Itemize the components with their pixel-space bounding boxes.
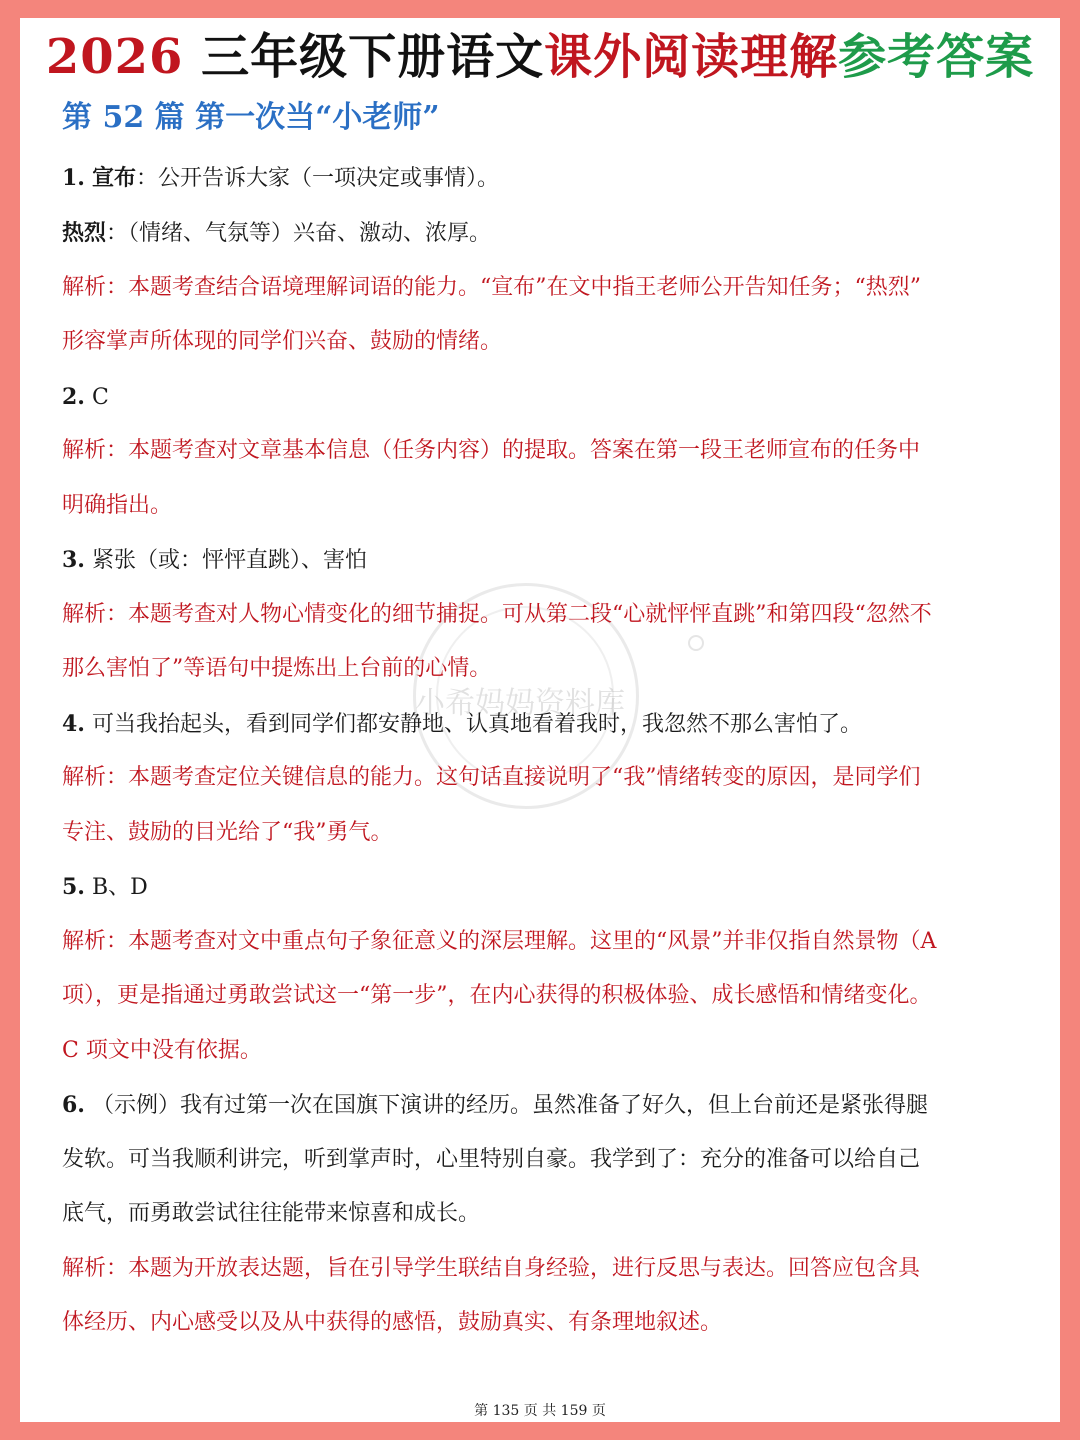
answer-2 xyxy=(62,382,1027,413)
watermark-dot xyxy=(688,635,704,651)
footer-suffix: 页 xyxy=(591,1403,606,1419)
analysis-2-line-1: 解析：本题考查对文章基本信息（任务内容）的提取。答案在第一段王老师宣布的任务中 xyxy=(62,438,921,463)
answer-number: 5. xyxy=(62,874,85,900)
answer-6-line-3: 底气，而勇敢尝试往往能带来惊喜和成长。 xyxy=(62,1201,481,1226)
page-title xyxy=(20,28,1060,86)
answer-number: 2. xyxy=(62,384,85,410)
analysis-4-line-1: 解析：本题考查定位关键信息的能力。这句话直接说明了“我”情绪转变的原因，是同学们 xyxy=(62,765,921,790)
answer-4 xyxy=(62,709,1027,740)
answer-number: 1. xyxy=(62,165,85,191)
answer-number: 6. xyxy=(62,1092,85,1118)
answer-1b xyxy=(62,218,1027,249)
title-year: 2026 xyxy=(45,29,184,85)
title-subject: 课外阅读理解 xyxy=(544,29,839,85)
answer-term: 热烈 xyxy=(62,220,107,246)
document-page xyxy=(20,18,1060,1422)
answer-text: （示例）我有过第一次在国旗下演讲的经历。虽然准备了好久，但上台前还是紧张得腿 xyxy=(91,1093,928,1118)
current-page: 135 xyxy=(492,1403,520,1419)
title-grade: 三年级下册语文 xyxy=(201,29,545,85)
answer-1 xyxy=(62,163,1027,194)
analysis-1-line-2: 形容掌声所体现的同学们兴奋、鼓励的情绪。 xyxy=(62,329,503,354)
answer-text: B、D xyxy=(91,875,148,900)
answer-number: 3. xyxy=(62,547,85,573)
article-heading: 第 52 篇 第一次当“小老师” xyxy=(62,100,440,135)
analysis-6-line-1: 解析：本题为开放表达题，旨在引导学生联结自身经验，进行反思与表达。回答应包含具 xyxy=(62,1256,921,1281)
answer-text: 可当我抬起头，看到同学们都安静地、认真地看着我时，我忽然不那么害怕了。 xyxy=(91,712,862,737)
analysis-5-line-2: 项），更是指通过勇敢尝试这一“第一步”，在内心获得的积极体验、成长感悟和情绪变化。 xyxy=(62,983,932,1008)
answer-6-line-2: 发软。可当我顺利讲完，听到掌声时，心里特别自豪。我学到了：充分的准备可以给自己 xyxy=(62,1147,921,1172)
answer-text: C xyxy=(91,385,109,410)
analysis-5-line-1: 解析：本题考查对文中重点句子象征意义的深层理解。这里的“风景”并非仅指自然景物（A xyxy=(62,929,937,954)
answer-text: 紧张（或：怦怦直跳）、害怕 xyxy=(91,548,367,573)
answer-5 xyxy=(62,872,1027,903)
analysis-6-line-2: 体经历、内心感受以及从中获得的感悟，鼓励真实、有条理地叙述。 xyxy=(62,1310,723,1335)
answer-number: 4. xyxy=(62,711,85,737)
analysis-5-line-3: C 项文中没有依据。 xyxy=(62,1038,262,1063)
analysis-4-line-2: 专注、鼓励的目光给了“我”勇气。 xyxy=(62,820,393,845)
analysis-3-line-1: 解析：本题考查对人物心情变化的细节捕捉。可从第二段“心就怦怦直跳”和第四段“忽然不 xyxy=(62,602,932,627)
analysis-3-line-2: 那么害怕了”等语句中提炼出上台前的心情。 xyxy=(62,656,492,681)
answer-term: 宣布 xyxy=(91,165,136,191)
page-footer xyxy=(20,1400,1060,1420)
answer-text: ：公开告诉大家（一项决定或事情）。 xyxy=(135,166,499,191)
watermark-text: 小希妈妈资料库 xyxy=(415,686,625,721)
footer-middle: 页 共 xyxy=(523,1403,557,1419)
answer-6-line-1 xyxy=(62,1090,1027,1121)
footer-prefix: 第 xyxy=(474,1403,489,1419)
answer-text: ：（情绪、气氛等）兴奋、激动、浓厚。 xyxy=(106,221,492,246)
total-pages: 159 xyxy=(560,1403,588,1419)
analysis-1-line-1: 解析：本题考查结合语境理解词语的能力。“宣布”在文中指王老师公开告知任务；“热烈” xyxy=(62,275,921,300)
analysis-2-line-2: 明确指出。 xyxy=(62,493,173,518)
answer-3 xyxy=(62,545,1027,576)
title-answers: 参考答案 xyxy=(838,29,1035,85)
